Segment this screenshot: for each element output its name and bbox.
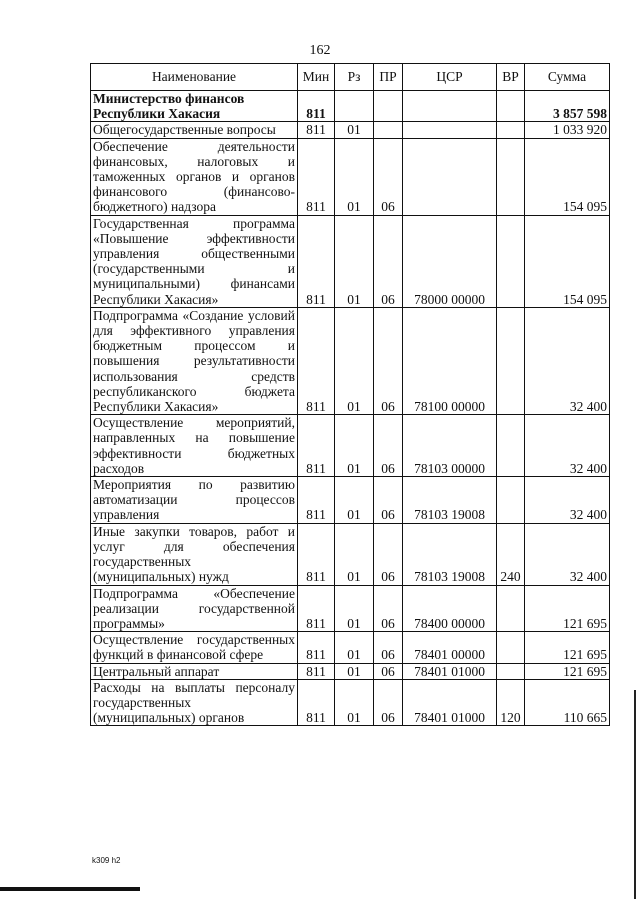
cell-csr: [403, 91, 497, 122]
cell-min: 811: [298, 523, 335, 585]
cell-rz: 01: [335, 477, 374, 524]
header-sum: Сумма: [525, 64, 610, 91]
cell-vr: [497, 632, 525, 663]
cell-sum: 154 095: [525, 138, 610, 215]
table-row: [91, 122, 610, 138]
cell-vr: [497, 585, 525, 632]
cell-pr: 06: [374, 477, 403, 524]
page-number: 162: [309, 43, 331, 58]
cell-sum: 121 695: [525, 663, 610, 679]
scan-edge-bar: [0, 887, 140, 891]
cell-sum: 110 665: [525, 679, 610, 726]
cell-rz: 01: [335, 122, 374, 138]
cell-sum: 32 400: [525, 307, 610, 414]
cell-rz: 01: [335, 585, 374, 632]
cell-vr: [497, 477, 525, 524]
cell-pr: [374, 122, 403, 138]
cell-sum: 32 400: [525, 523, 610, 585]
cell-pr: 06: [374, 415, 403, 477]
cell-csr: [403, 122, 497, 138]
cell-vr: 120: [497, 679, 525, 726]
header-vr: ВР: [497, 64, 525, 91]
cell-csr: 78000 00000: [403, 215, 497, 307]
cell-name: Осуществление мероприятий, направленных на повышение эффективности бюджетных расходов: [91, 415, 298, 477]
cell-sum: 121 695: [525, 632, 610, 663]
cell-pr: 06: [374, 585, 403, 632]
cell-pr: 06: [374, 138, 403, 215]
table-row: [91, 215, 610, 307]
cell-vr: [497, 307, 525, 414]
cell-name: Мероприятия по развитию автоматизации процессов управления: [91, 477, 298, 524]
cell-pr: [374, 91, 403, 122]
cell-pr: 06: [374, 307, 403, 414]
cell-rz: 01: [335, 663, 374, 679]
cell-rz: [335, 91, 374, 122]
cell-vr: [497, 122, 525, 138]
header-min: Мин: [298, 64, 335, 91]
cell-pr: 06: [374, 523, 403, 585]
budget-table: [90, 63, 610, 726]
cell-rz: 01: [335, 415, 374, 477]
table-row: [91, 307, 610, 414]
cell-sum: 154 095: [525, 215, 610, 307]
cell-rz: 01: [335, 632, 374, 663]
cell-csr: [403, 138, 497, 215]
cell-name: Государственная программа «Повышение эффективности управления общественными (государственными и муниципальными) финансами Республики Хакасия»: [91, 215, 298, 307]
cell-min: 811: [298, 477, 335, 524]
scan-edge-line: [634, 690, 636, 899]
cell-vr: [497, 215, 525, 307]
cell-vr: [497, 663, 525, 679]
cell-rz: 01: [335, 679, 374, 726]
table-row: [91, 415, 610, 477]
cell-sum: 32 400: [525, 477, 610, 524]
cell-vr: [497, 91, 525, 122]
table-row: [91, 679, 610, 726]
cell-min: 811: [298, 215, 335, 307]
cell-sum: 3 857 598: [525, 91, 610, 122]
header-name: Наименование: [91, 64, 298, 91]
table-row: [91, 663, 610, 679]
cell-name: Подпрограмма «Создание условий для эффективного управления бюджетным процессом и повышения результативности использования средств республиканского бюджета Республики Хакасия»: [91, 307, 298, 414]
cell-sum: 1 033 920: [525, 122, 610, 138]
cell-name: Обеспечение деятельности финансовых, налоговых и таможенных органов и органов финансового (финансово-бюджетного) надзора: [91, 138, 298, 215]
cell-pr: 06: [374, 679, 403, 726]
cell-rz: 01: [335, 307, 374, 414]
cell-rz: 01: [335, 138, 374, 215]
cell-min: 811: [298, 632, 335, 663]
table-row: [91, 477, 610, 524]
header-csr: ЦСР: [403, 64, 497, 91]
table-header-row: [91, 64, 610, 91]
cell-min: 811: [298, 679, 335, 726]
ministry-row: [91, 91, 610, 122]
header-rz: Рз: [335, 64, 374, 91]
cell-sum: 32 400: [525, 415, 610, 477]
cell-name: Расходы на выплаты персоналу государственных (муниципальных) органов: [91, 679, 298, 726]
cell-csr: 78103 00000: [403, 415, 497, 477]
table-row: [91, 523, 610, 585]
cell-vr: [497, 138, 525, 215]
cell-pr: 06: [374, 632, 403, 663]
cell-name: Осуществление государственных функций в финансовой сфере: [91, 632, 298, 663]
cell-name: Подпрограмма «Обеспечение реализации государственной программы»: [91, 585, 298, 632]
cell-sum: 121 695: [525, 585, 610, 632]
cell-name: Иные закупки товаров, работ и услуг для обеспечения государственных (муниципальных) нужд: [91, 523, 298, 585]
cell-csr: 78103 19008: [403, 477, 497, 524]
cell-min: 811: [298, 585, 335, 632]
cell-name: Центральный аппарат: [91, 663, 298, 679]
cell-csr: 78401 00000: [403, 632, 497, 663]
footer-code: k309 h2: [92, 856, 121, 865]
cell-pr: 06: [374, 663, 403, 679]
cell-pr: 06: [374, 215, 403, 307]
cell-csr: 78100 00000: [403, 307, 497, 414]
table-row: [91, 585, 610, 632]
cell-min: 811: [298, 91, 335, 122]
cell-name: Общегосударственные вопросы: [91, 122, 298, 138]
cell-min: 811: [298, 415, 335, 477]
cell-rz: 01: [335, 523, 374, 585]
cell-min: 811: [298, 122, 335, 138]
cell-vr: 240: [497, 523, 525, 585]
header-pr: ПР: [374, 64, 403, 91]
cell-min: 811: [298, 663, 335, 679]
cell-csr: 78401 01000: [403, 679, 497, 726]
cell-csr: 78103 19008: [403, 523, 497, 585]
table-row: [91, 138, 610, 215]
cell-name: Министерство финансов Республики Хакасия: [91, 91, 298, 122]
table-row: [91, 632, 610, 663]
cell-rz: 01: [335, 215, 374, 307]
cell-csr: 78400 00000: [403, 585, 497, 632]
cell-vr: [497, 415, 525, 477]
cell-min: 811: [298, 307, 335, 414]
cell-csr: 78401 01000: [403, 663, 497, 679]
cell-min: 811: [298, 138, 335, 215]
